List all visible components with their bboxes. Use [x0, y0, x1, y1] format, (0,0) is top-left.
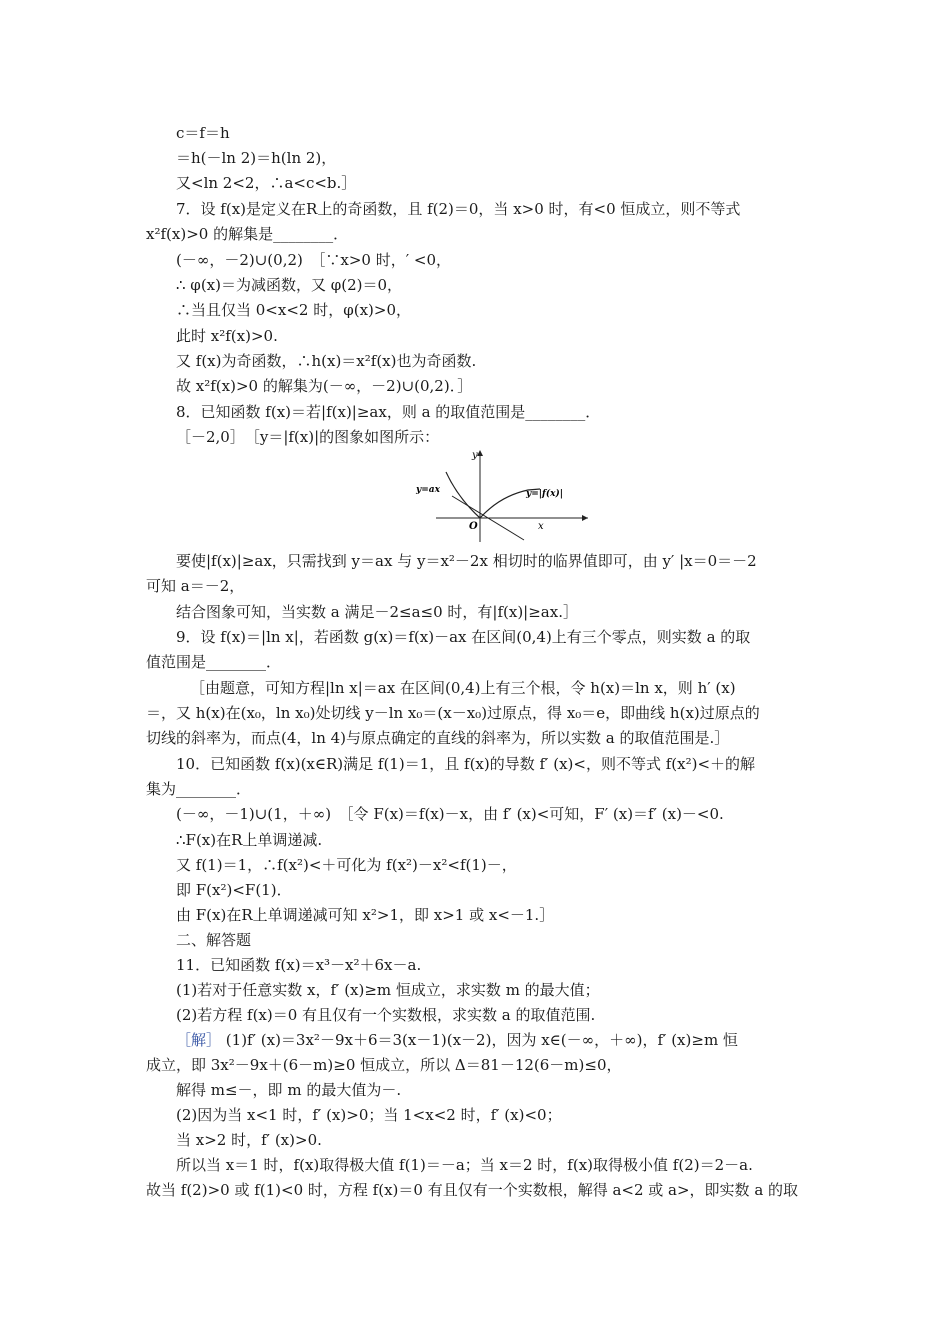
- text-line: 成立，即 3x²－9x＋(6－m)≥0 恒成立，所以 Δ＝81－12(6－m)≤0，: [146, 1056, 622, 1074]
- text-line: 当 x>2 时，f′ (x)>0.: [176, 1131, 322, 1149]
- solution-line: [176, 1030, 738, 1050]
- x-axis-label: x: [538, 521, 544, 532]
- text-line: (1)若对于任意实数 x，f′ (x)≥m 恒成立，求实数 m 的最大值；: [176, 981, 600, 999]
- problem-10-title: 10．已知函数 f(x)(x∈R)满足 f(1)＝1，且 f(x)的导数 f′ (x)<，则不等式 f(x²)<＋的解: [176, 755, 756, 773]
- text-line: ∴ φ(x)＝为减函数，又 φ(2)＝0，: [176, 276, 403, 294]
- section-heading: 二、解答题: [176, 931, 252, 949]
- text-line: ＝h(－ln 2)＝h(ln 2)，: [176, 149, 337, 167]
- text-line: 切线的斜率为，而点(4，ln 4)与原点确定的直线的斜率为，所以实数 a 的取值范围是.］: [146, 729, 730, 747]
- text-line: 解得 m≤－，即 m 的最大值为－.: [176, 1081, 402, 1099]
- text-line: 要使|f(x)|≥ax，只需找到 y＝ax 与 y＝x²－2x 相切时的临界值即可，由 y′ |x＝0＝－2: [176, 552, 757, 570]
- text-line: 结合图象可知，当实数 a 满足－2≤a≤0 时，有|f(x)|≥ax.］: [176, 603, 578, 621]
- text-line: (2)若方程 f(x)＝0 有且仅有一个实数根，求实数 a 的取值范围.: [176, 1006, 596, 1024]
- text-line: ∴当且仅当 0<x<2 时，φ(x)>0，: [176, 301, 411, 319]
- text-line: ＝，又 h(x)在(x₀，ln x₀)处切线 y－ln x₀＝(x－x₀)过原点，得 x₀＝e，即曲线 h(x)过原点的: [146, 704, 760, 722]
- answer-8: ［－2,0］ ［y＝|f(x)|的图象如图所示：: [176, 428, 440, 446]
- text-line: 由 F(x)在R上单调递减可知 x²>1，即 x>1 或 x<－1.］: [176, 906, 555, 924]
- origin-label: O: [469, 521, 478, 532]
- text-line: (2)因为当 x<1 时，f′ (x)>0；当 1<x<2 时，f′ (x)<0；: [176, 1106, 562, 1124]
- text-line: 故当 f(2)>0 或 f(1)<0 时，方程 f(x)＝0 有且仅有一个实数根，解得 a<2 或 a>，即实数 a 的取: [146, 1181, 799, 1199]
- label-y-abs-f: y=|f(x)|: [526, 489, 564, 499]
- answer-9: ［由题意，可知方程|ln x|＝ax 在区间(0,4)上有三个根，令 h(x)＝ln x，则 h′ (x): [190, 679, 736, 697]
- text-line: 可知 a＝－2，: [146, 577, 245, 595]
- solution-tag: ［解］: [176, 1031, 222, 1049]
- text-line: 所以当 x＝1 时，f(x)取得极大值 f(1)＝－a；当 x＝2 时，f(x)取得极小值 f(2)＝2－a.: [176, 1156, 753, 1174]
- text-line: 此时 x²f(x)>0.: [176, 327, 278, 345]
- label-y-ax: y=ax: [416, 485, 440, 495]
- text-line: 又 f(1)＝1，∴f(x²)<＋可化为 f(x²)－x²<f(1)－，: [176, 856, 517, 874]
- text-line: 即 F(x²)<F(1)．: [176, 881, 292, 899]
- problem-9-title: 9．设 f(x)＝|ln x|，若函数 g(x)＝f(x)－ax 在区间(0,4)上有三个零点，则实数 a 的取: [176, 628, 751, 646]
- text-line: c＝f＝h: [176, 124, 230, 142]
- text-line: 故 x²f(x)>0 的解集为(－∞，－2)∪(0,2)．］: [176, 377, 473, 395]
- solution-text: (1)f′ (x)＝3x²－9x＋6＝3(x－1)(x－2)，因为 x∈(－∞，＋∞)，f′ (x)≥m 恒: [225, 1031, 738, 1049]
- answer-7: (－∞，－2)∪(0,2) ［∵x>0 时，′ <0，: [176, 251, 451, 269]
- answer-10: (－∞，－1)∪(1，＋∞) ［令 F(x)＝f(x)－x，由 f′ (x)<可知，F′ (x)＝f′ (x)－<0.: [176, 805, 724, 823]
- text-line: ∴F(x)在R上单调递减.: [176, 831, 323, 849]
- text-line: 又 f(x)为奇函数，∴h(x)＝x²f(x)也为奇函数.: [176, 352, 477, 370]
- y-axis-label: y: [472, 450, 478, 461]
- y-axis-arrow-icon: [477, 450, 483, 456]
- text-line: 又<ln 2<2，∴a<c<b.］: [176, 174, 357, 192]
- problem-8-title: 8．已知函数 f(x)＝若|f(x)|≥ax，则 a 的取值范围是________．: [176, 403, 601, 421]
- problem-7-title: 7．设 f(x)是定义在R上的奇函数，且 f(2)＝0，当 x>0 时，有<0 恒成立，则不等式: [176, 200, 741, 218]
- x-axis-arrow-icon: [582, 515, 588, 521]
- text-line: 值范围是________．: [146, 653, 282, 671]
- text-line: x²f(x)>0 的解集是________．: [146, 225, 349, 243]
- problem-11-title: 11．已知函数 f(x)＝x³－x²＋6x－a.: [176, 956, 422, 974]
- function-graph: [412, 446, 594, 546]
- text-line: 集为________．: [146, 780, 252, 798]
